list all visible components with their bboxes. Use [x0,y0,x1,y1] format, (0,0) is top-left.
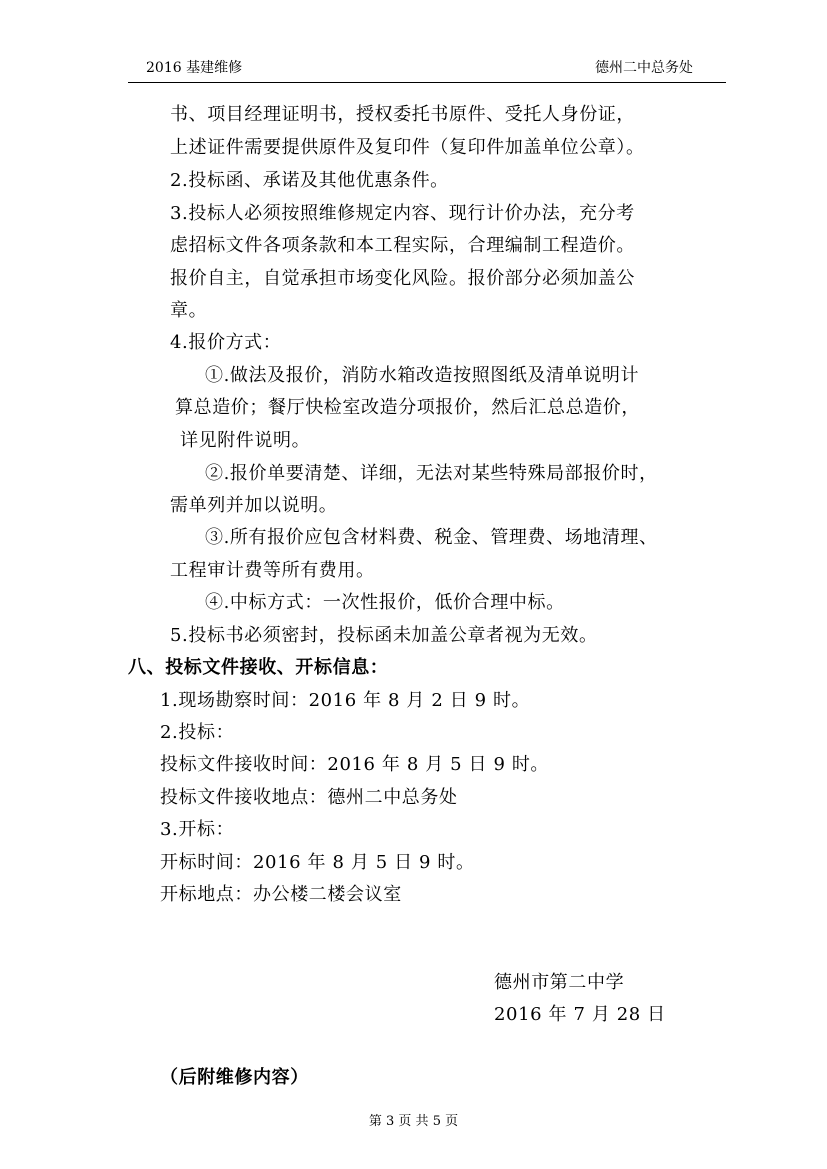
body-line: 需单列并加以说明。 [170,495,338,516]
section-line: 开标时间：2016 年 8 月 5 日 9 时。 [160,852,475,873]
body-line: 4.报价方式： [170,332,282,353]
body-line: 报价自主，自觉承担市场变化风险。报价部分必须加盖公 [170,268,635,289]
section-line: 2.投标： [160,722,235,743]
body-line: ③.所有报价应包含材料费、税金、管理费、场地清理、 [205,527,658,548]
page-number: 第 3 页 共 5 页 [368,1114,459,1129]
body-line: 上述证件需要提供原件及复印件（复印件加盖单位公章）。 [170,137,645,158]
section-line: 开标地点：办公楼二楼会议室 [160,884,402,905]
body-line: 2.投标函、承诺及其他优惠条件。 [170,170,449,191]
body-line: ②.报价单要清楚、详细，无法对某些特殊局部报价时， [205,463,658,484]
section-heading: 八、投标文件接收、开标信息： [128,657,389,678]
body-line: ④.中标方式：一次性报价，低价合理中标。 [205,592,565,613]
signature-date: 2016 年 7 月 28 日 [494,1004,666,1025]
signature-org: 德州市第二中学 [494,972,625,993]
section-line: 投标文件接收时间：2016 年 8 月 5 日 9 时。 [160,754,550,775]
body-line: ①.做法及报价，消防水箱改造按照图纸及清单说明计 [205,365,640,386]
header-right-org: 德州二中总务处 [595,60,693,76]
header-left-title: 2016 基建维修 [146,60,243,76]
section-line: 投标文件接收地点：德州二中总务处 [160,787,458,808]
body-line: 算总造价；餐厅快检室改造分项报价，然后汇总总造价， [175,397,640,418]
body-line: 详见附件说明。 [180,430,311,451]
appendix-note: （后附维修内容） [160,1067,309,1088]
body-line: 章。 [170,300,208,321]
body-line: 5.投标书必须密封，投标函未加盖公章者视为无效。 [170,625,598,646]
section-line: 3.开标： [160,819,235,840]
body-line: 3.投标人必须按照维修规定内容、现行计价办法，充分考 [170,203,635,224]
header-rule [128,82,726,83]
section-line: 1.现场勘察时间：2016 年 8 月 2 日 9 时。 [160,690,531,711]
body-line: 书、项目经理证明书，授权委托书原件、受托人身份证， [170,104,635,125]
body-line: 虑招标文件各项条款和本工程实际，合理编制工程造价。 [170,235,635,256]
body-line: 工程审计费等所有费用。 [170,560,375,581]
